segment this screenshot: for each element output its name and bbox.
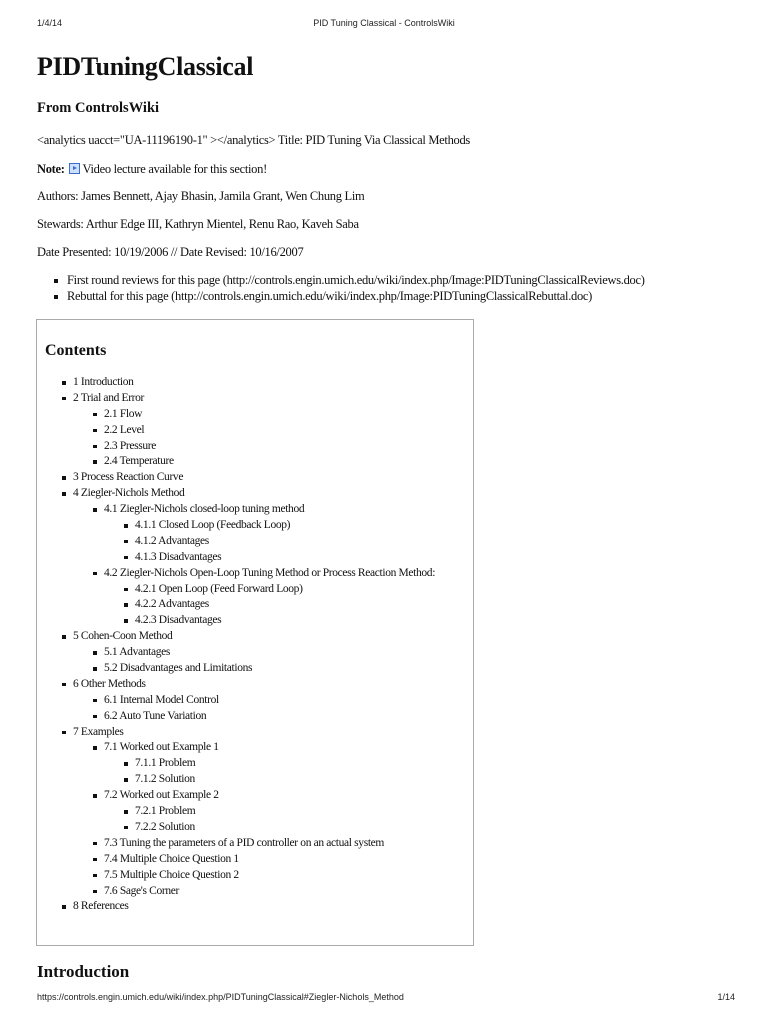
print-url: https://controls.engin.umich.edu/wiki/index.php/PIDTuningClassical#Ziegler-Nichols_Method <box>37 992 404 1002</box>
list-item[interactable] <box>52 289 645 305</box>
toc-link[interactable]: 7.5 Multiple Choice Question 2 <box>104 868 239 881</box>
note-label: Note: <box>37 162 65 176</box>
video-icon[interactable] <box>69 163 80 174</box>
bullet-icon <box>124 540 128 544</box>
bullet-icon <box>54 295 58 299</box>
toc-link[interactable]: 4 Ziegler-Nichols Method <box>73 487 185 500</box>
bullet-icon <box>124 810 128 814</box>
bullet-icon <box>93 508 97 512</box>
bullet-icon <box>62 731 66 735</box>
toc-link[interactable]: 5.1 Advantages <box>104 646 171 659</box>
toc-link[interactable]: 6.1 Internal Model Control <box>104 693 219 706</box>
toc-link[interactable]: 2 Trial and Error <box>73 391 145 404</box>
bullet-icon <box>93 842 97 846</box>
review-links-list <box>52 273 645 305</box>
bullet-icon <box>124 556 128 560</box>
toc-link[interactable]: 7 Examples <box>73 725 124 738</box>
toc-link[interactable]: 4.1.2 Advantages <box>135 534 209 547</box>
toc-link[interactable]: 2.4 Temperature <box>104 455 174 468</box>
toc-link[interactable]: 7.2.2 Solution <box>135 820 195 833</box>
toc-link[interactable]: 4.1 Ziegler-Nichols closed-loop tuning method <box>104 503 305 516</box>
toc-link[interactable]: 7.2.1 Problem <box>135 805 196 818</box>
bullet-icon <box>62 397 66 401</box>
table-of-contents <box>36 319 474 946</box>
bullet-icon <box>93 413 97 417</box>
bullet-icon <box>93 699 97 703</box>
print-page-number: 1/14 <box>717 992 735 1002</box>
bullet-icon <box>124 588 128 592</box>
bullet-icon <box>62 381 66 385</box>
toc-link[interactable]: 4.1.1 Closed Loop (Feedback Loop) <box>135 519 291 532</box>
toc-link[interactable]: 5 Cohen-Coon Method <box>73 630 173 643</box>
bullet-icon <box>93 445 97 449</box>
bullet-icon <box>124 619 128 623</box>
bullet-icon <box>93 429 97 433</box>
toc-link[interactable]: 2.2 Level <box>104 423 145 436</box>
print-page-title: PID Tuning Classical - ControlsWiki <box>313 18 455 28</box>
page-subtitle: From ControlsWiki <box>37 100 160 116</box>
toc-link[interactable]: 7.1 Worked out Example 1 <box>104 741 219 754</box>
toc-link[interactable]: 5.2 Disadvantages and Limitations <box>104 662 253 675</box>
analytics-title-line: <analytics uacct="UA-11196190-1" ></analytics> Title: PID Tuning Via Classical Methods <box>37 133 470 147</box>
bullet-icon <box>93 794 97 798</box>
toc-link[interactable]: 7.3 Tuning the parameters of a PID controller on an actual system <box>104 836 385 849</box>
toc-link[interactable]: 4.2 Ziegler-Nichols Open-Loop Tuning Method or Process Reaction Method: <box>104 566 436 579</box>
bullet-icon <box>62 476 66 480</box>
authors-line: Authors: James Bennett, Ajay Bhasin, Jamila Grant, Wen Chung Lim <box>37 189 365 203</box>
bullet-icon <box>93 651 97 655</box>
print-header <box>0 18 768 32</box>
toc-link[interactable]: 7.4 Multiple Choice Question 1 <box>104 852 239 865</box>
print-date: 1/4/14 <box>37 18 63 28</box>
toc-link[interactable]: 4.1.3 Disadvantages <box>135 550 222 563</box>
note-text[interactable]: Video lecture available for this section! <box>82 162 267 176</box>
bullet-icon <box>124 603 128 607</box>
toc-link[interactable]: 4.2.1 Open Loop (Feed Forward Loop) <box>135 582 303 595</box>
bullet-icon <box>124 524 128 528</box>
rebuttal-link[interactable]: Rebuttal for this page (http://controls.engin.umich.edu/wiki/index.php/Image:PIDTuningClassicalRebuttal.doc) <box>67 289 593 303</box>
toc-link[interactable]: 6.2 Auto Tune Variation <box>104 709 207 722</box>
toc-link[interactable]: 2.1 Flow <box>104 407 143 420</box>
bullet-icon <box>93 874 97 878</box>
toc-link[interactable]: 4.2.3 Disadvantages <box>135 614 222 627</box>
section-heading-introduction: Introduction <box>37 962 130 981</box>
bullet-icon <box>62 905 66 909</box>
bullet-icon <box>93 746 97 750</box>
toc-link[interactable]: 7.2 Worked out Example 2 <box>104 789 219 802</box>
bullet-icon <box>93 715 97 719</box>
toc-link[interactable]: 4.2.2 Advantages <box>135 598 209 611</box>
toc-link[interactable]: 1 Introduction <box>73 376 134 388</box>
bullet-icon <box>93 572 97 576</box>
toc-link[interactable]: 3 Process Reaction Curve <box>73 471 184 484</box>
note-line <box>37 162 267 177</box>
bullet-icon <box>54 279 58 283</box>
bullet-icon <box>93 890 97 894</box>
list-item[interactable] <box>52 273 645 289</box>
toc-link[interactable]: 6 Other Methods <box>73 677 146 690</box>
toc-link[interactable]: 7.6 Sage's Corner <box>104 884 180 897</box>
toc-link[interactable]: 7.1.1 Problem <box>135 757 196 770</box>
toc-title: Contents <box>45 342 107 359</box>
toc-link[interactable]: 8 References <box>73 900 129 913</box>
bullet-icon <box>124 826 128 830</box>
toc-link[interactable]: 2.3 Pressure <box>104 439 157 452</box>
bullet-icon <box>62 492 66 496</box>
dates-line: Date Presented: 10/19/2006 // Date Revised: 10/16/2007 <box>37 245 304 259</box>
bullet-icon <box>124 778 128 782</box>
print-footer <box>0 992 768 1006</box>
bullet-icon <box>93 460 97 464</box>
bullet-icon <box>93 858 97 862</box>
bullet-icon <box>124 762 128 766</box>
bullet-icon <box>62 635 66 639</box>
toc-link[interactable]: 7.1.2 Solution <box>135 773 195 786</box>
page-title: PIDTuningClassical <box>37 52 254 81</box>
stewards-line: Stewards: Arthur Edge III, Kathryn Mientel, Renu Rao, Kaveh Saba <box>37 217 359 231</box>
review-link[interactable]: First round reviews for this page (http://controls.engin.umich.edu/wiki/index.php/Image:PIDTuningClassicalReviews.doc) <box>67 273 645 287</box>
bullet-icon <box>93 667 97 671</box>
bullet-icon <box>62 683 66 687</box>
